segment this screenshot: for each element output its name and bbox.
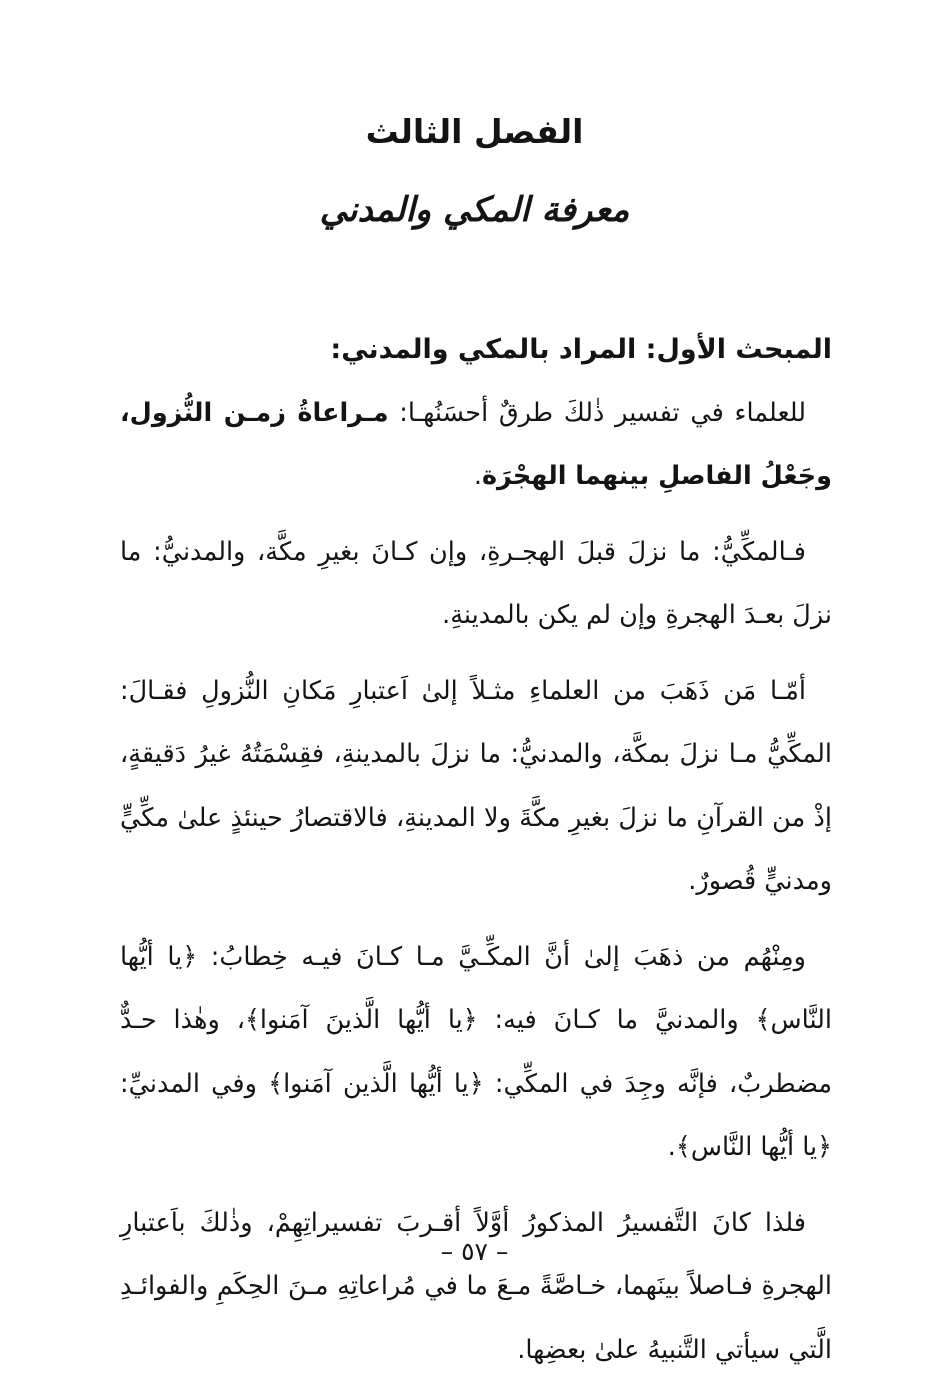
page-number: – ٥٧ – (440, 1237, 509, 1266)
chapter-subtitle: معرفة المكي والمدني (319, 190, 630, 230)
paragraph-1-tail: . (473, 461, 482, 491)
paragraph-1-lead: للعلماء في تفسير ذٰلكَ طرقٌ أحسَنُهـا: (388, 397, 806, 428)
section-heading: المبحث الأول: المراد بالمكي والمدني: (330, 334, 832, 365)
paragraph-2: فـالمكِّيُّ: ما نزلَ قبلَ الهجـرةِ، وإن كـانَ بغيرِ مكَّة، والمدنيُّ: ما نزلَ بعـدَ الهجرةِ وإن لم يكن بالمدينةِ. (120, 536, 832, 630)
paragraph-5: فلذا كانَ التَّفسيرُ المذكورُ أوَّلاً أقـربَ تفسيراتِهِمْ، وذٰلكَ باَعتبارِ الهجرةِ فـاصلاً بينَهما، خـاصَّةً مـعَ ما في مُراعاتِهِ مـنَ الحِكَمِ والفوائـدِ الَّتي سيأتي التَّنبيهُ علىٰ بعضِها. (120, 1207, 832, 1365)
paragraph-4: ومِنْهُم من ذهَبَ إلىٰ أنَّ المكِّـيَّ مـا كـانَ فيـه خِطابُ: ﴿يا أيُّها النَّاس﴾ والمدنيَّ ما كـانَ فيه: ﴿يا أيُّها الَّذينَ آمَنوا﴾، وهٰذا حـدٌّ مضطربٌ، فإنَّه وجِدَ في المكِّي: ﴿يا أيُّها الَّذين آمَنوا﴾ وفي المدنيِّ: ﴿يا أيُّها النَّاس﴾. (120, 941, 832, 1162)
paragraph-1 (120, 382, 832, 509)
chapter-title: الفصل الثالث (365, 112, 584, 151)
paragraph-1-emphasis: مـراعاةُ زمـن النُّزول، وجَعْلُ الفاصلِ بينهما الهجْرَة (120, 397, 832, 491)
paragraph-3: أمّـا مَن ذَهَبَ من العلماءِ مثـلاً إلىٰ اَعتبارِ مَكانِ النُّزولِ فقـالَ: المكِّيُّ مـا نزلَ بمكَّة، والمدنيُّ: ما نزلَ بالمدينةِ، فقِسْمَتُهُ غيرُ دَقيقةٍ، إذْ من القرآنِ ما نزلَ بغيرِ مكَّةَ ولا المدينةِ، فالاقتصارُ حينئذٍ علىٰ مكِّيٍّ ومدنيٍّ قُصورٌ. (120, 675, 832, 896)
